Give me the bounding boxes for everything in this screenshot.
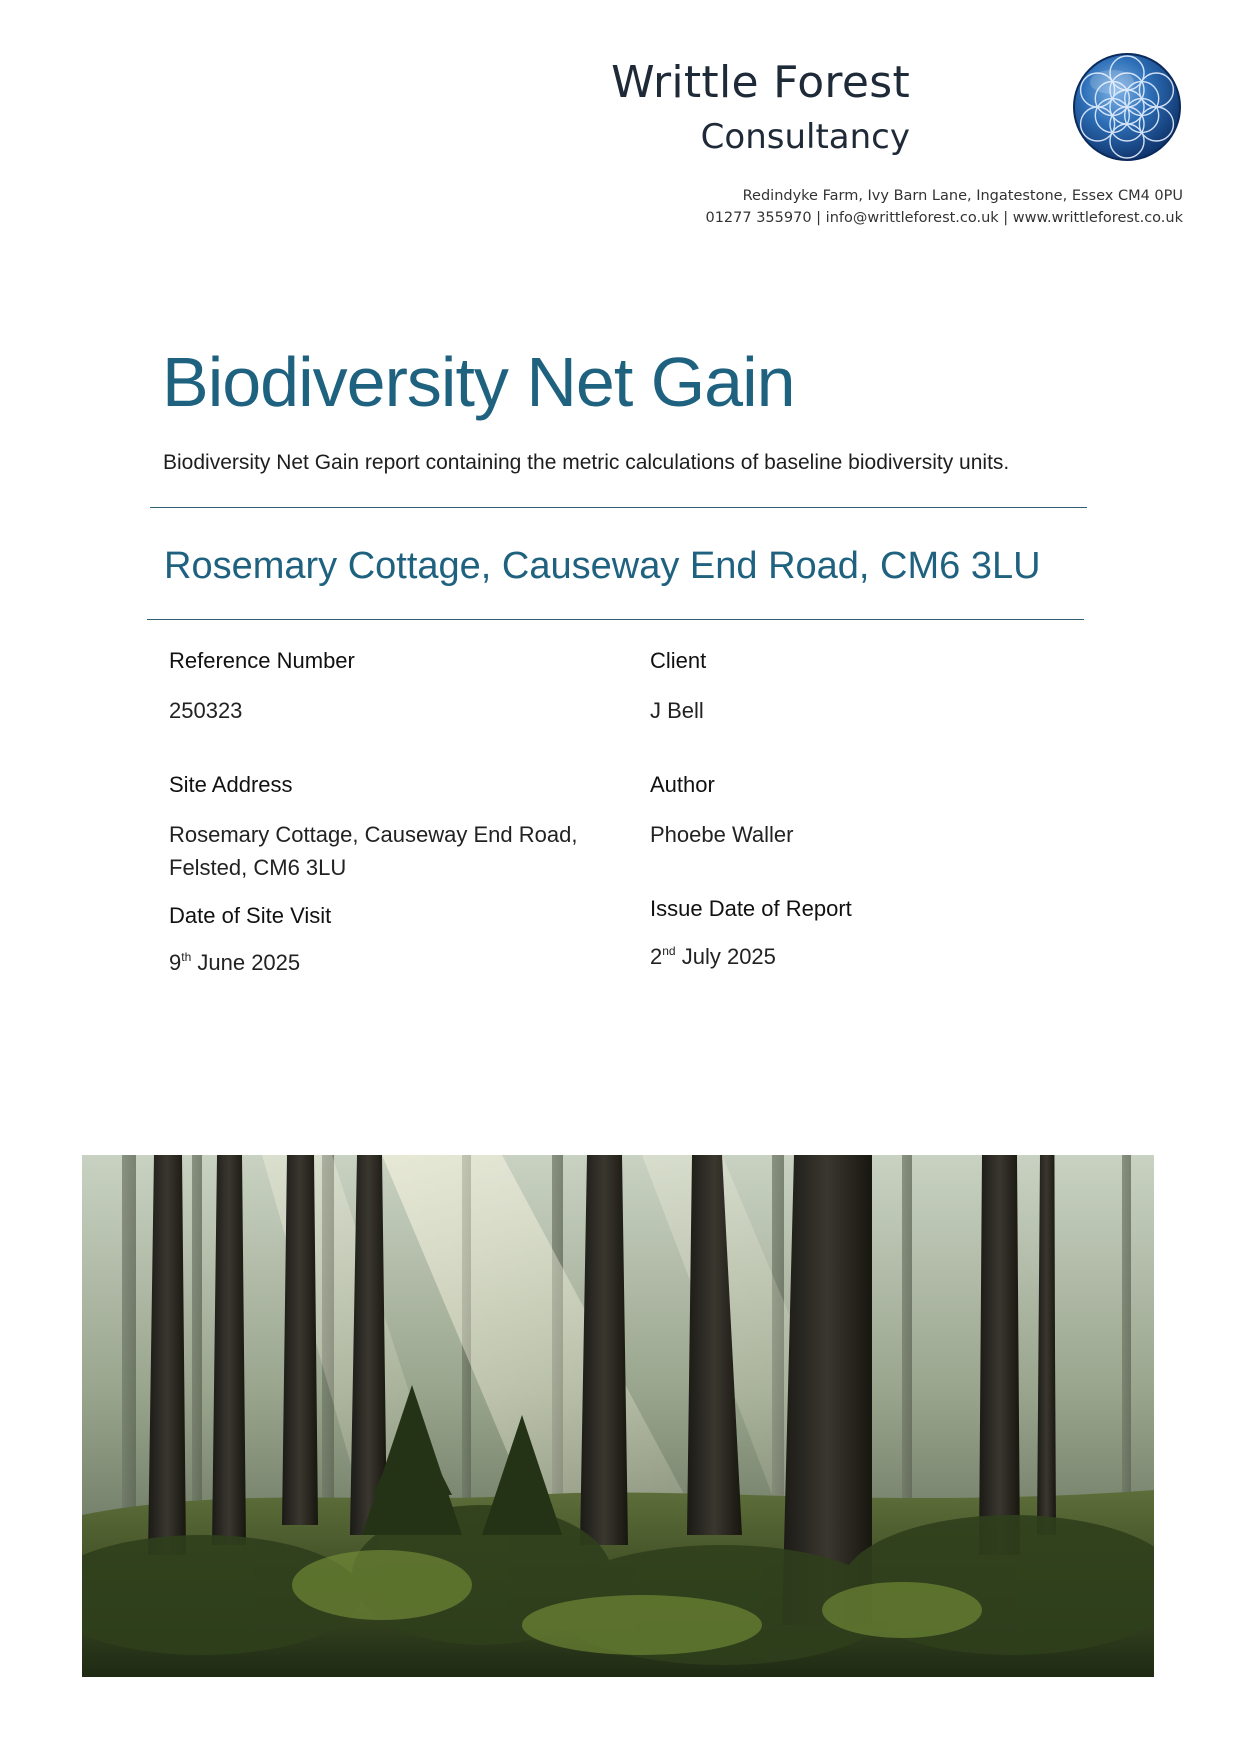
site-visit-date-label: Date of Site Visit xyxy=(169,903,332,928)
report-subtitle: Biodiversity Net Gain report containing the metric calculations of baseline biodiversity units. xyxy=(163,451,1010,474)
flower-of-life-globe-icon xyxy=(1072,52,1182,162)
client-label: Client xyxy=(650,648,707,673)
site-visit-date-value xyxy=(169,946,300,979)
company-name xyxy=(611,58,910,158)
site-visit-month-year: June 2025 xyxy=(191,950,301,975)
site-visit-day-suffix: th xyxy=(181,950,192,964)
author-label: Author xyxy=(650,772,715,797)
author-value: Phoebe Waller xyxy=(650,822,794,847)
site-heading: Rosemary Cottage, Causeway End Road, CM6 3LU xyxy=(164,545,1041,587)
divider xyxy=(147,619,1084,620)
reference-number-value: 250323 xyxy=(169,698,243,723)
issue-date-label: Issue Date of Report xyxy=(650,896,852,921)
company-name-line2: Consultancy xyxy=(700,117,910,157)
client-value: J Bell xyxy=(650,698,704,723)
forest-photograph xyxy=(82,1155,1154,1677)
issue-month-year: July 2025 xyxy=(675,944,776,969)
site-address-line1: Rosemary Cottage, Causeway End Road, xyxy=(169,822,578,847)
site-address-value xyxy=(169,818,577,884)
divider xyxy=(150,507,1087,508)
issue-day-suffix: nd xyxy=(662,944,676,958)
company-contact-line: 01277 355970 | info@writtleforest.co.uk | www.writtleforest.co.uk xyxy=(705,210,1183,226)
site-address-line2: Felsted, CM6 3LU xyxy=(169,855,347,880)
issue-date-value xyxy=(650,940,776,973)
company-address: Redindyke Farm, Ivy Barn Lane, Ingatestone, Essex CM4 0PU xyxy=(742,188,1183,204)
site-visit-day: 9 xyxy=(169,950,182,975)
company-contact-details xyxy=(705,185,1183,229)
reference-number-label: Reference Number xyxy=(169,648,355,673)
report-title: Biodiversity Net Gain xyxy=(162,343,795,421)
company-name-line1: Writtle Forest xyxy=(611,57,910,108)
site-address-label: Site Address xyxy=(169,772,293,797)
issue-day: 2 xyxy=(650,944,663,969)
